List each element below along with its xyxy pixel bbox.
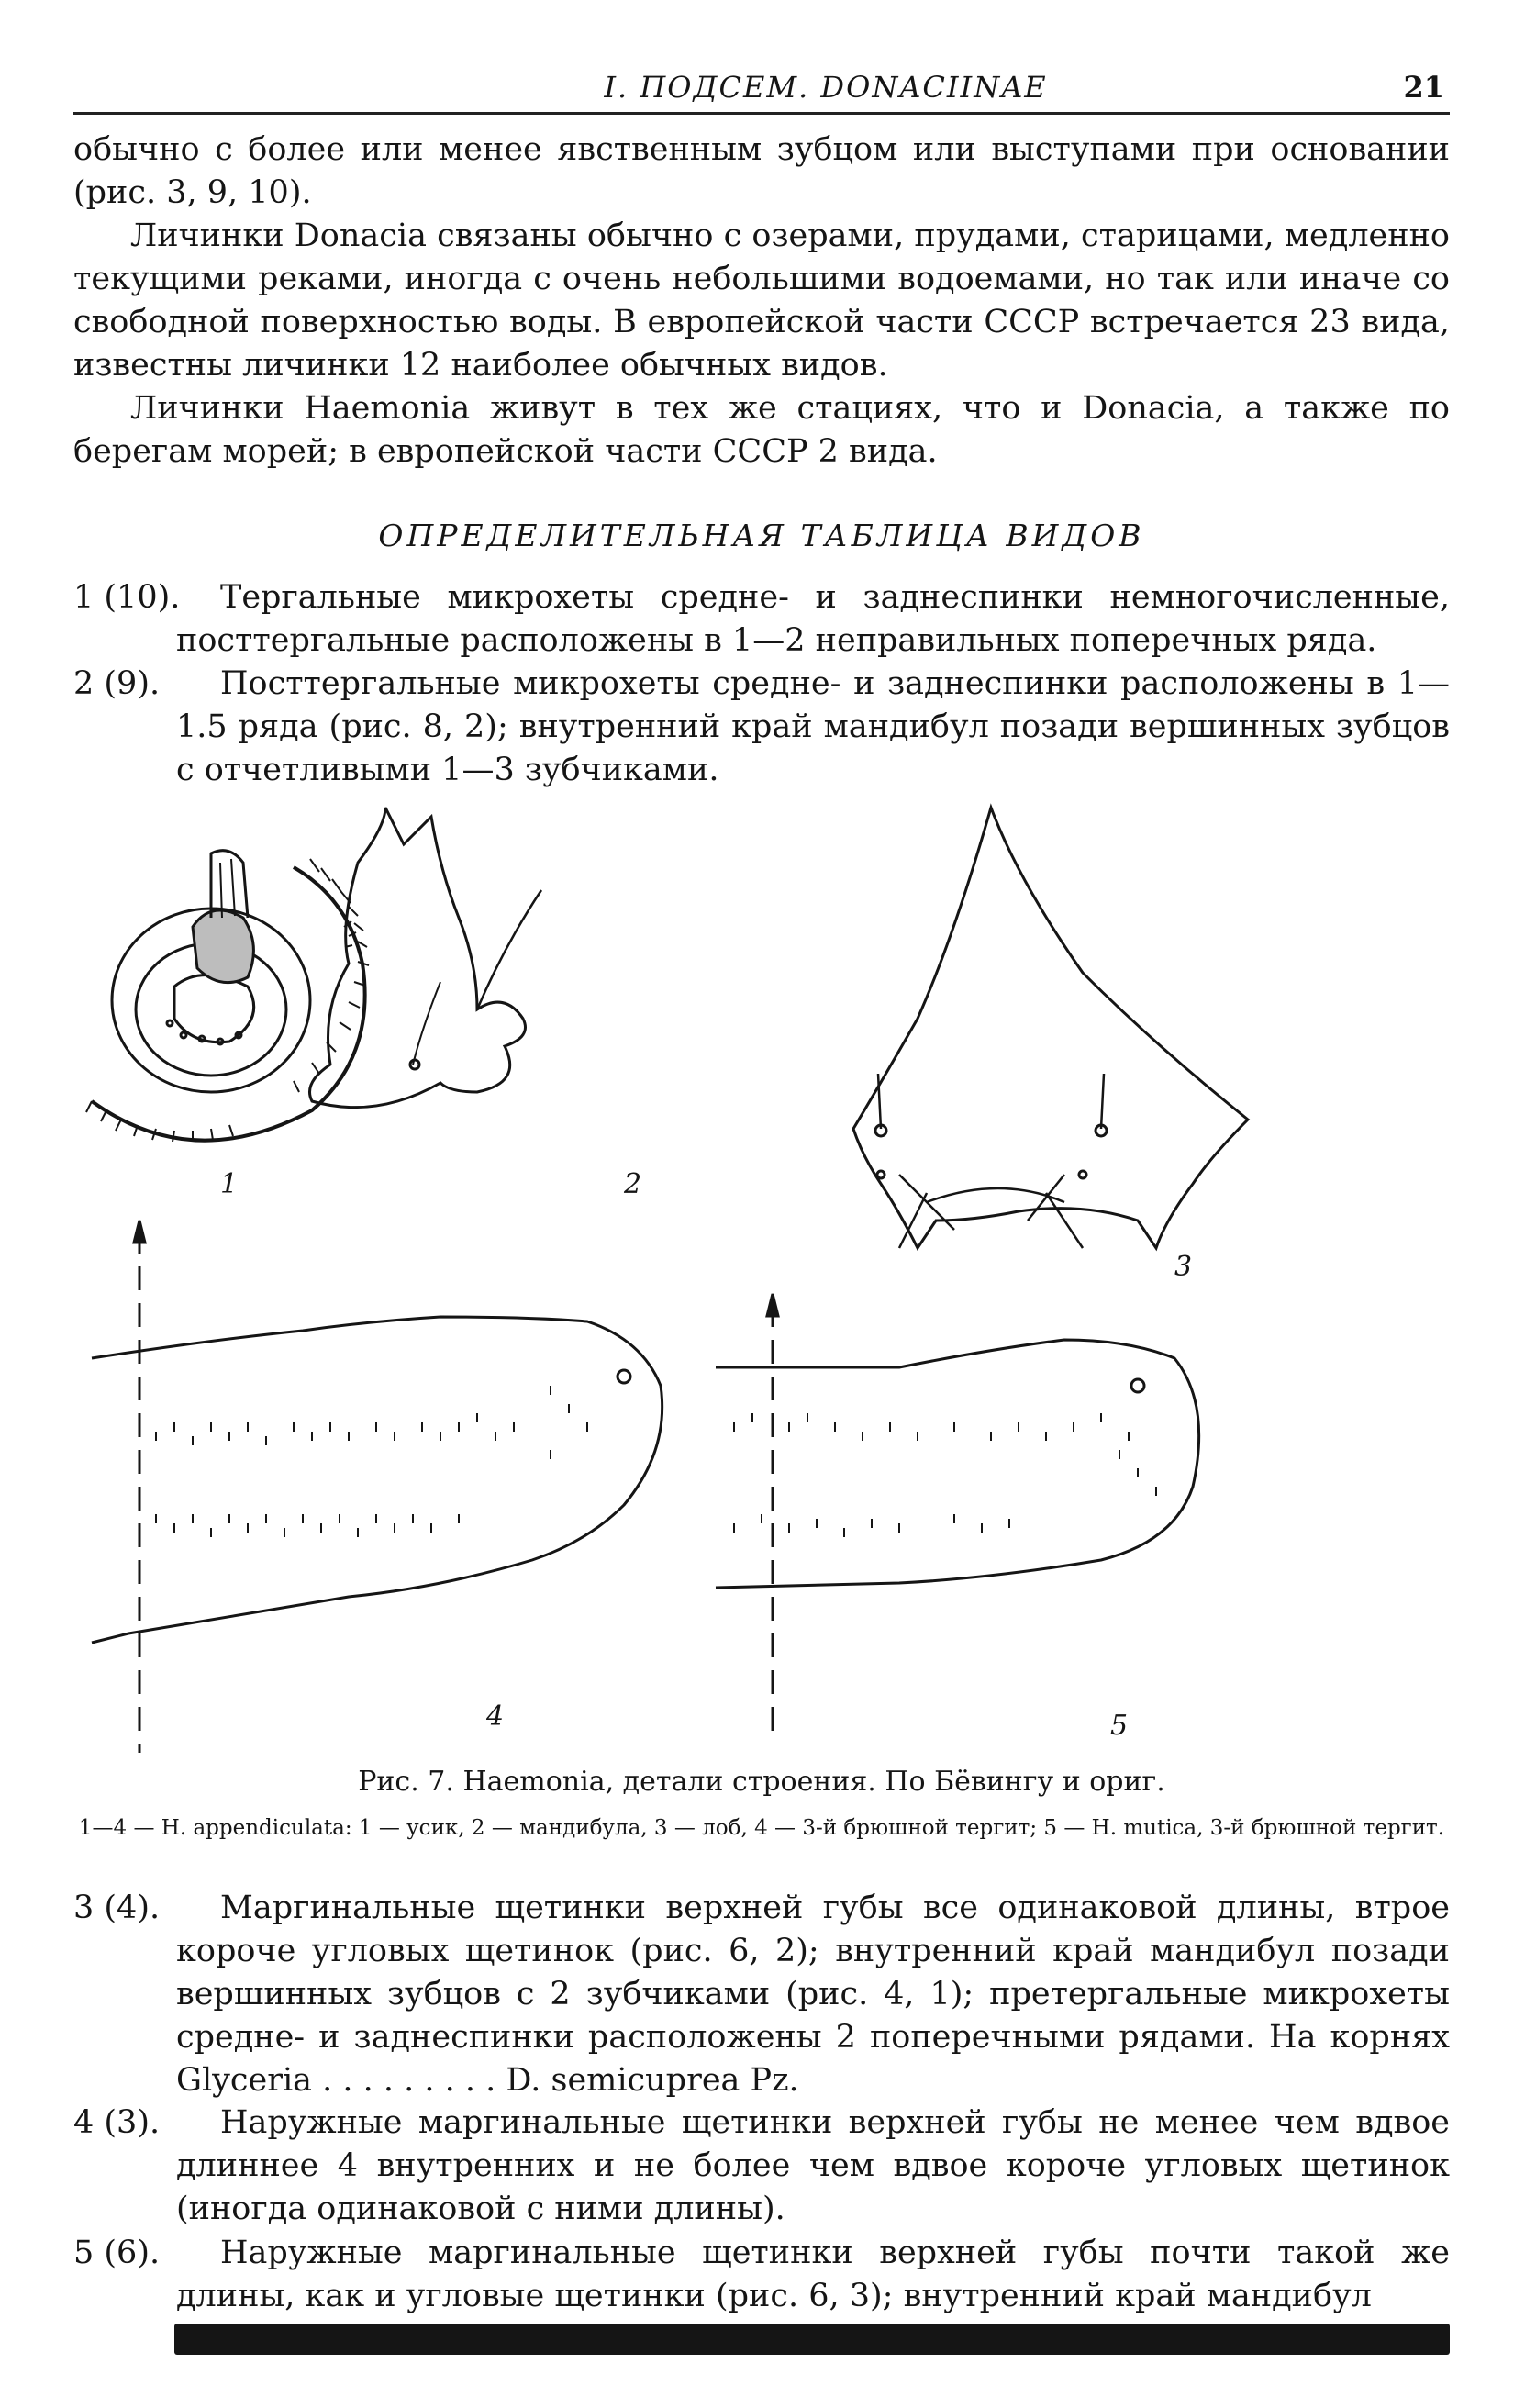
panel-label-1: 1 bbox=[220, 1168, 239, 1200]
cut-off-text-line bbox=[174, 2324, 1450, 2355]
key-couplet-3 bbox=[73, 1887, 1450, 2102]
figure-legend: 1—4 — H. appendiculata: 1 — усик, 2 — мандибула, 3 — лоб, 4 — 3-й брюшной тергит; 5 — H. mutica, 3-й брюшной тергит. bbox=[78, 1816, 1445, 1840]
key-number: 2 (9). bbox=[73, 665, 161, 702]
intro-paragraph-1 bbox=[73, 128, 1450, 215]
key-number: 1 (10). bbox=[73, 579, 181, 616]
key-number: 5 (6). bbox=[73, 2235, 161, 2271]
panel-3-frons bbox=[853, 808, 1248, 1248]
panel-2-mandible bbox=[310, 808, 542, 1108]
panel-label-4: 4 bbox=[486, 1700, 505, 1733]
panel-1-antenna bbox=[86, 851, 369, 1142]
panel-5-tergite bbox=[716, 1294, 1199, 1744]
panel-4-tergite bbox=[92, 1221, 662, 1753]
intro-p2-text: Личинки Donacia связаны обычно с озерами, прудами, старицами, медленно текущими реками, иногда с очень небольшими водоемами, но так или иначе со свободной поверхностью воды. В европейской части СССР встречается 23 вида, известны личинки 12 наиболее обычных видов. bbox=[73, 217, 1450, 384]
key-number: 3 (4). bbox=[73, 1890, 161, 1926]
intro-p3-text: Личинки Haemonia живут в тех же стациях, что и Donacia, а также по берегам морей; в европейской части СССР 2 вида. bbox=[73, 390, 1450, 470]
key-text: Наружные маргинальные щетинки верхней губы не менее чем вдвое длиннее 4 внутренних и не более чем вдвое короче угловых щетинок (иногда одинаковой с ними длины). bbox=[176, 2104, 1450, 2227]
key-couplet-2 bbox=[73, 663, 1450, 792]
running-head bbox=[73, 70, 1450, 115]
intro-paragraph-3 bbox=[73, 387, 1450, 474]
running-title: I. ПОДСЕМ. DONACIINAE bbox=[604, 70, 1048, 105]
key-text: Посттергальные микрохеты средне- и заднеспинки расположены в 1—1.5 ряда (рис. 8, 2); внутренний край мандибул позади вершинных зубцов с отчетливыми 1—3 зубчиками. bbox=[176, 665, 1450, 788]
key-couplet-1 bbox=[73, 576, 1450, 663]
intro-p1-text: обычно с более или менее явственным зубцом или выступами при основании (рис. 3, 9, 10). bbox=[73, 131, 1450, 211]
panel-label-5: 5 bbox=[1110, 1710, 1129, 1742]
key-text: Маргинальные щетинки верхней губы все одинаковой длины, втрое короче угловых щетинок (рис. 6, 2); внутренний край мандибул позади вершинных зубцов с 2 зубчиками (рис. 4, 1); претергальные микрохеты средне- и заднеспинки расположены 2 поперечными рядами. На корнях Glyceria . . . . . . . . . D. semicuprea Pz. bbox=[176, 1890, 1450, 2099]
panel-label-3: 3 bbox=[1174, 1251, 1193, 1283]
key-number: 4 (3). bbox=[73, 2104, 161, 2141]
intro-paragraph-2 bbox=[73, 215, 1450, 387]
key-couplet-4 bbox=[73, 2101, 1450, 2231]
page-number: 21 bbox=[1403, 70, 1444, 105]
figure-drawing bbox=[73, 789, 1450, 1762]
key-text: Наружные маргинальные щетинки верхней губы почти такой же длины, как и угловые щетинки (рис. 6, 3); внутренний край мандибул bbox=[176, 2235, 1450, 2314]
figure-caption: Рис. 7. Haemonia, детали строения. По Бёвингу и ориг. bbox=[358, 1766, 1165, 1798]
panel-label-2: 2 bbox=[624, 1168, 642, 1200]
key-text: Тергальные микрохеты средне- и заднеспинки немногочисленные, посттергальные расположены в 1—2 неправильных поперечных ряда. bbox=[176, 579, 1450, 659]
key-couplet-5 bbox=[73, 2232, 1450, 2318]
section-heading: ОПРЕДЕЛИТЕЛЬНАЯ ТАБЛИЦА ВИДОВ bbox=[378, 518, 1145, 553]
figure-7 bbox=[73, 789, 1450, 1762]
